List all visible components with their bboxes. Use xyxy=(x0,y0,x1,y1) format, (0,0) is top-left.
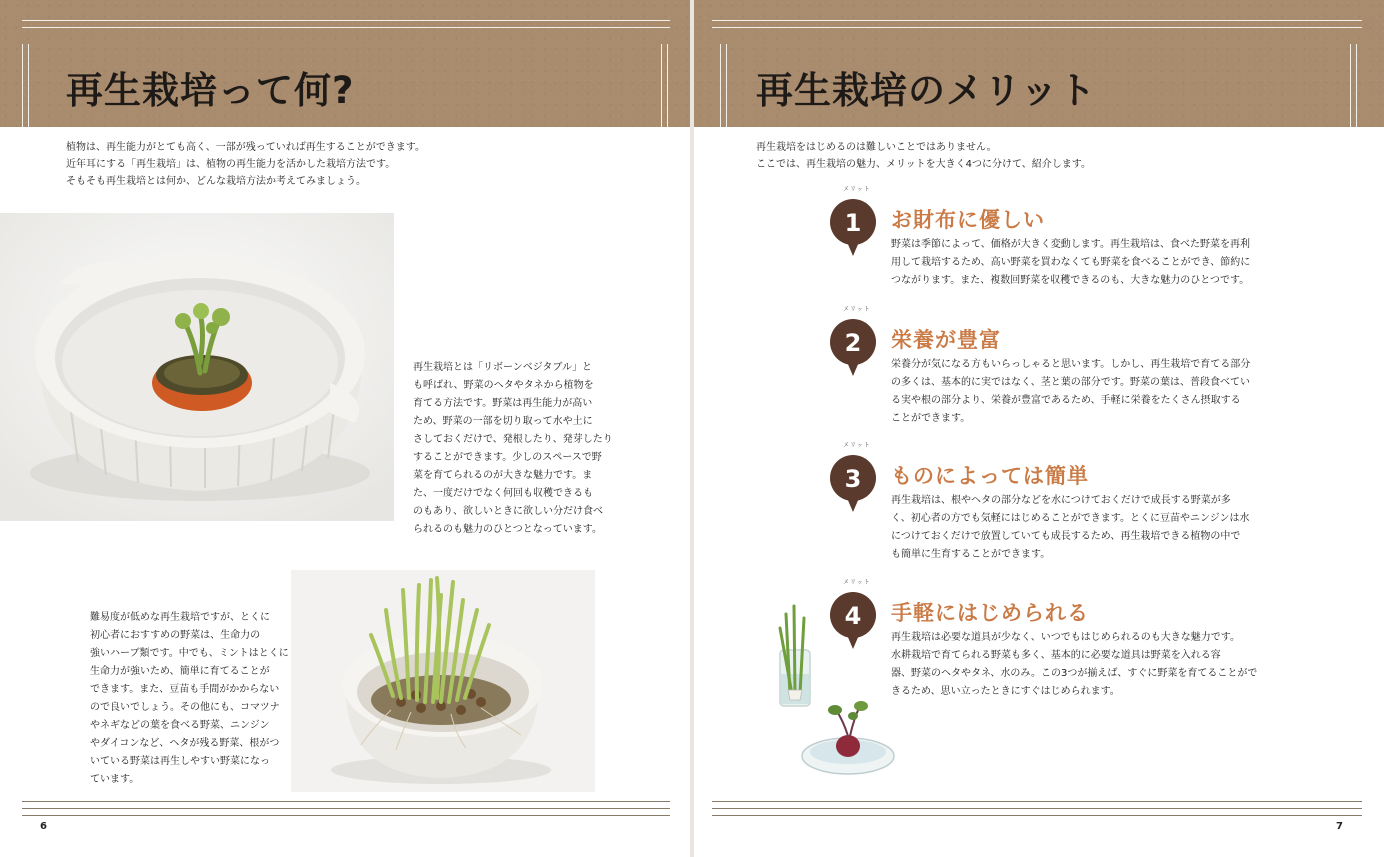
merit-kana: メリット xyxy=(843,579,871,586)
header-frame-line xyxy=(22,44,23,127)
body-line: 生命力が強いため、簡単に育てることが xyxy=(90,666,270,677)
body-line: ています。 xyxy=(90,774,140,785)
merit-3 xyxy=(829,442,1384,574)
merit-number: 3 xyxy=(844,465,862,493)
body-line: た、一度だけでなく何回も収穫できるも xyxy=(413,488,593,499)
merit-pin-icon xyxy=(829,198,877,258)
header-frame-line xyxy=(1356,44,1357,127)
right-header-band xyxy=(694,0,1384,127)
green-onion-jar-illustration xyxy=(770,604,820,710)
left-header-band xyxy=(0,0,690,127)
body-line: ことができます。 xyxy=(891,413,971,424)
beet-dish-illustration xyxy=(798,698,898,780)
body-line: 栄養分が気になる方もいらっしゃると思います。しかし、再生栽培で育てる部分 xyxy=(891,359,1251,370)
body-line: 器、野菜のヘタやタネ、水のみ。この3つが揃えば、すぐに野菜を育てることがで xyxy=(891,668,1258,679)
body-line: 水耕栽培で育てられる野菜も多く、基本的に必要な道具は野菜を入れる容 xyxy=(891,650,1221,661)
merit-pin-icon xyxy=(829,454,877,514)
header-frame-line xyxy=(720,44,721,127)
body-line: のもあり、欲しいときに欲しい分だけ食べ xyxy=(413,506,603,517)
body-line: 菜を育てられるのが大きな魅力です。ま xyxy=(413,470,593,481)
merit-kana: メリット xyxy=(843,186,871,193)
merit-pin-icon xyxy=(829,318,877,378)
intro-line: そもそも再生栽培とは何か、どんな栽培方法か考えてみましょう。 xyxy=(66,176,366,187)
merit-title: ものによっては簡単 xyxy=(891,464,1089,488)
body-line: することができます。少しのスペースで野 xyxy=(413,452,602,463)
body-text-1 xyxy=(413,359,613,539)
footer-rule xyxy=(22,808,670,809)
body-line: ので良いでしょう。その他にも、コマツナ xyxy=(90,702,280,713)
page-title: 再生栽培って何? xyxy=(66,69,355,112)
intro-line: 植物は、再生能力がとても高く、一部が残っていれば再生することができます。 xyxy=(66,142,425,153)
body-line: 再生栽培は、根やヘタの部分などを水につけておくだけで成長する野菜が多 xyxy=(891,495,1231,506)
header-frame-line xyxy=(726,44,727,127)
body-line: さしておくだけで、発根したり、発芽したり xyxy=(413,434,613,445)
page-number: 6 xyxy=(40,821,47,832)
body-line: 強いハーブ類です。中でも、ミントはとくに xyxy=(90,648,289,659)
merit-kana: メリット xyxy=(843,442,871,449)
header-rule xyxy=(22,27,670,28)
body-line: つながります。また、複数回野菜を収穫できるのも、大きな魅力のひとつです。 xyxy=(891,275,1250,286)
body-line: 再生栽培とは「リボーンベジタブル」と xyxy=(413,362,592,373)
body-line: 用して栽培するため、高い野菜を買わなくても野菜を食べることができ、節約に xyxy=(891,257,1251,268)
body-line: く、初心者の方でも気軽にはじめることができます。とくに豆苗やニンジンは水 xyxy=(891,513,1250,524)
body-line: 再生栽培は必要な道具が少なく、いつでもはじめられるのも大きな魅力です。 xyxy=(891,632,1240,643)
header-frame-line xyxy=(28,44,29,127)
merit-title: 手軽にはじめられる xyxy=(891,601,1089,625)
footer-rule xyxy=(22,801,670,802)
header-rule xyxy=(712,20,1362,21)
intro-line: ここでは、再生栽培の魅力、メリットを大きく4つに分けて、紹介します。 xyxy=(756,159,1091,170)
merit-title: お財布に優しい xyxy=(891,208,1045,232)
intro-line: 再生栽培をはじめるのは難しいことではありません。 xyxy=(756,142,997,153)
body-line: 初心者におすすめの野菜は、生命力の xyxy=(90,630,261,641)
body-line: る実や根の部分より、栄養が豊富であるため、手軽に栄養をたくさん摂取する xyxy=(891,395,1241,406)
body-line: ため、野菜の一部を切り取って水や土に xyxy=(413,416,593,427)
merit-number: 1 xyxy=(844,209,862,237)
merit-number: 2 xyxy=(844,329,862,357)
footer-rule xyxy=(22,815,670,816)
page-number: 7 xyxy=(1336,821,1343,832)
intro-text xyxy=(66,139,425,190)
merit-1 xyxy=(829,186,1384,298)
merit-2 xyxy=(829,306,1384,438)
footer-rule xyxy=(712,815,1362,816)
body-line: 育てる方法です。野菜は再生能力が高い xyxy=(413,398,593,409)
merit-pin-icon xyxy=(829,591,877,651)
merit-body xyxy=(891,492,1250,564)
header-frame-line xyxy=(1350,44,1351,127)
footer-rule xyxy=(712,801,1362,802)
body-line: につけておくだけで放置していても成長するため、再生栽培できる植物の中で xyxy=(891,531,1241,542)
body-line: も呼ばれ、野菜のヘタやタネから植物を xyxy=(413,380,594,391)
merit-body xyxy=(891,236,1250,290)
page-title: 再生栽培のメリット xyxy=(756,69,1097,112)
left-page xyxy=(0,0,690,857)
intro-line: 近年耳にする「再生栽培」は、植物の再生能力を活かした栽培方法です。 xyxy=(66,159,396,170)
intro-text xyxy=(756,139,1091,173)
body-line: 難易度が低めな再生栽培ですが、とくに xyxy=(90,612,270,623)
header-rule xyxy=(712,27,1362,28)
merit-kana: メリット xyxy=(843,306,871,313)
header-rule xyxy=(22,20,670,21)
body-text-2 xyxy=(90,609,289,789)
footer-rule xyxy=(712,808,1362,809)
body-line: いている野菜は再生しやすい野菜になっ xyxy=(90,756,270,767)
merit-body xyxy=(891,629,1257,701)
body-line: も簡単に生育することができます。 xyxy=(891,549,1051,560)
body-line: 野菜は季節によって、価格が大きく変動します。再生栽培は、食べた野菜を再利 xyxy=(891,239,1250,250)
merit-body xyxy=(891,356,1250,428)
body-line: られるのも魅力のひとつとなっています。 xyxy=(413,524,602,535)
header-frame-line xyxy=(661,44,662,127)
header-frame-line xyxy=(667,44,668,127)
right-page xyxy=(694,0,1384,857)
sprouts-dish-photo xyxy=(291,570,595,792)
body-line: きるため、思い立ったときにすぐはじめられます。 xyxy=(891,686,1120,697)
body-line: やダイコンなど、ヘタが残る野菜、根がつ xyxy=(90,738,280,749)
merit-4 xyxy=(829,579,1384,701)
merit-title: 栄養が豊富 xyxy=(891,328,1001,352)
carrot-dish-photo xyxy=(0,213,394,521)
merit-number: 4 xyxy=(844,602,862,630)
body-line: やネギなどの葉を食べる野菜、ニンジン xyxy=(90,720,270,731)
body-line: の多くは、基本的に実ではなく、茎と葉の部分です。野菜の葉は、普段食べてい xyxy=(891,377,1250,388)
body-line: できます。また、豆苗も手間がかからない xyxy=(90,684,280,695)
